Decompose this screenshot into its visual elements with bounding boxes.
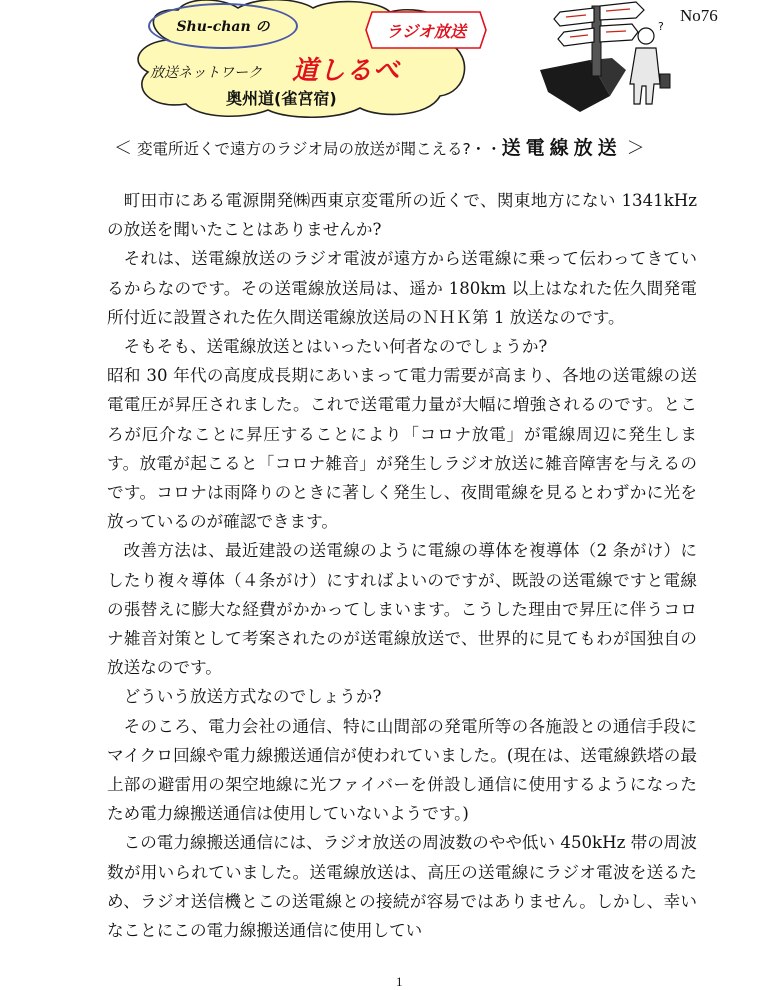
author-label: Shu-chan の — [176, 19, 270, 35]
signpost-icon — [520, 0, 690, 118]
paragraph-5: 改善方法は、最近建設の送電線のように電線の導体を複導体（2 条がけ）にしたり複々導体（４条がけ）にすればよいのですが、既設の送電線ですと電線の張替えに膨大な経費がかかってしまいます。こうした理由で昇圧に伴うコロナ雑音対策として考案されたのが送電線放送で、世界的に見てもわが国独自の放送なのです。 — [107, 541, 697, 678]
subtitle-lead: 変電所近くで遠方のラジオ局の放送が聞こえる?・・ — [136, 140, 502, 158]
paragraph-3: そもそも、送電線放送とはいったい何者なのでしょうか? — [123, 337, 548, 357]
paragraph-2: それは、送電線放送のラジオ電波が遠方から送電線に乗って伝わってきているからなのです。その送電線放送局は、遥か 180km 以上はなれた佐久間発電所付近に設置された佐久間送電線放送局のＮＨＫ第 1 放送なのです。 — [107, 249, 697, 327]
paragraph-4: 昭和 30 年代の高度成長期にあいまって電力需要が高まり、各地の送電線の送電電圧が昇圧されました。これで送電電力量が大幅に増強されるのです。ところが厄介なことに昇圧することにより「コロナ放電」が電線周辺に発生します。放電が起こると「コロナ雑音」が発生しラジオ放送に雑音障害を与えるのです。コロナは雨降りのときに著しく発生し、夜間電線を見るとわずかに光を放っているのが確認できます。 — [107, 366, 697, 532]
series-title: 道しるべ — [292, 56, 401, 86]
article-body — [107, 186, 697, 945]
route-label: 奥州道(雀宮宿) — [226, 89, 337, 108]
radio-badge-label: ラジオ放送 — [385, 21, 466, 41]
newsletter-header — [0, 0, 779, 130]
subtitle-open-bracket: ＜ — [114, 138, 132, 159]
network-label: 放送ネットワーク — [150, 65, 262, 81]
paragraph-6: どういう放送方式なのでしょうか? — [123, 687, 382, 707]
issue-number: No76 — [680, 6, 718, 25]
paragraph-7: そのころ、電力会社の通信、特に山間部の発電所等の各施設との通信手段にマイクロ回線や電力線搬送通信が使われていました。(現在は、送電線鉄塔の最上部の避雷用の架空地線に光ファイバーを併設し通信に使用するようになったため電力線搬送通信は使用していないようです。) — [107, 716, 697, 824]
radio-badge — [364, 10, 488, 50]
paragraph-1: 町田市にある電源開発㈱西東京変電所の近くで、関東地方にない 1341kHz の放送を聞いたことはありませんか? — [107, 191, 697, 240]
article-subtitle — [114, 133, 694, 160]
paragraph-8: この電力線搬送通信には、ラジオ放送の周波数のやや低い 450kHz 帯の周波数が用いられていました。送電線放送は、高圧の送電線にラジオ電波を送るため、ラジオ送信機とこの送電線との接続が容易ではありません。しかし、幸いなことにこの電力線搬送通信に使用してい — [107, 833, 697, 941]
author-oval — [148, 3, 298, 49]
subtitle-close-bracket: ＞ — [626, 138, 645, 159]
subtitle-emphasis: 送電線放送 — [501, 137, 622, 159]
svg-text:?: ? — [658, 20, 664, 33]
page-number: 1 — [396, 974, 403, 989]
